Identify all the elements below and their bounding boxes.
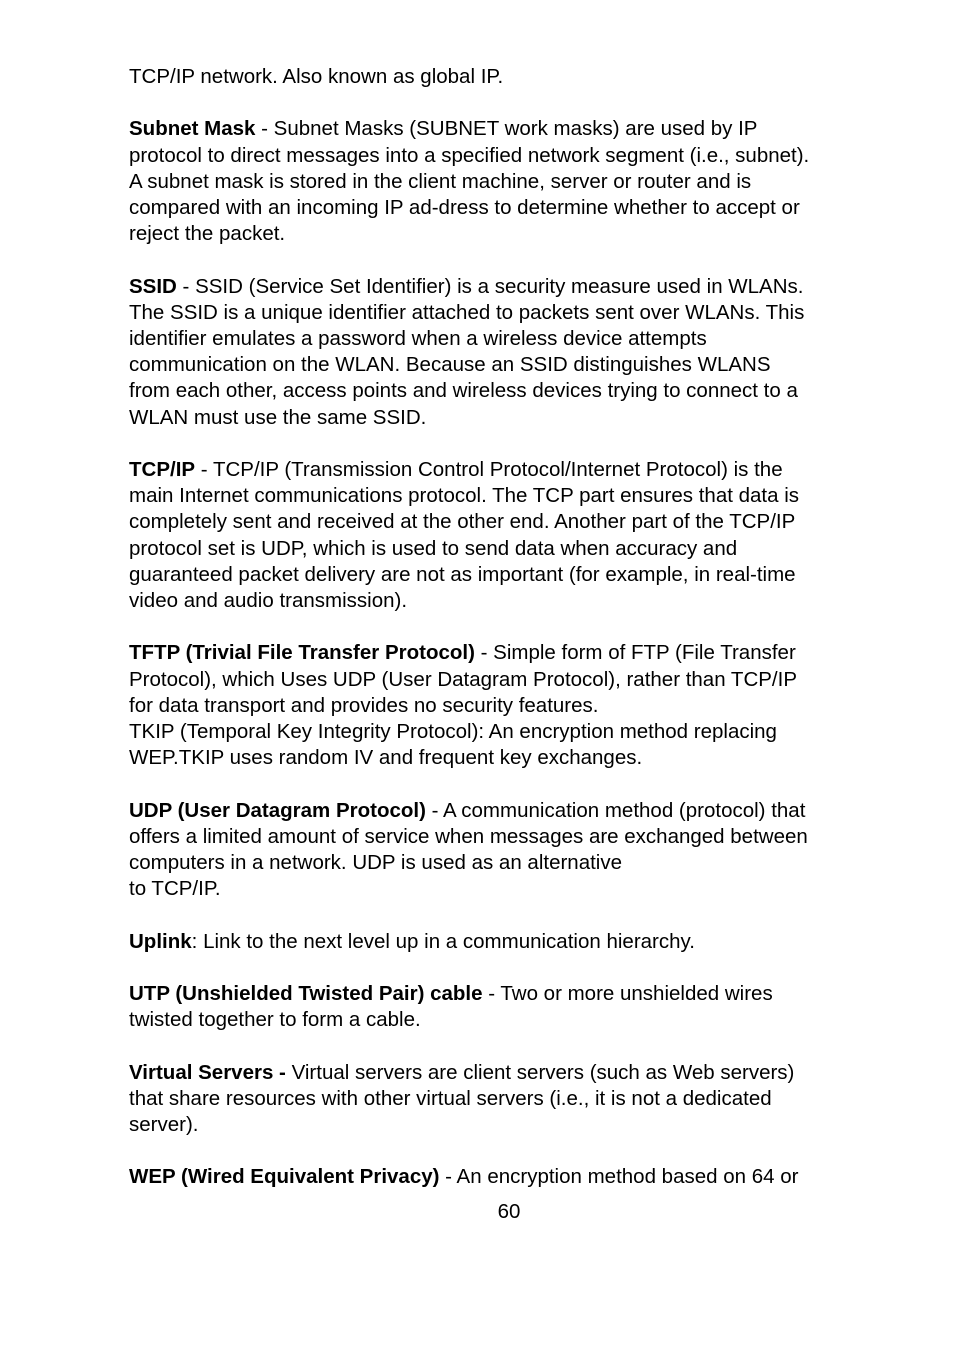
paragraph-gap xyxy=(129,902,889,928)
entry-text: protocol set is UDP, which is used to send data when accuracy and xyxy=(129,536,738,560)
entry-first-line xyxy=(129,1164,889,1190)
entry-text: compared with an incoming IP ad-dress to determine whether to accept or xyxy=(129,196,800,219)
entry-separator: - xyxy=(439,1165,457,1189)
entry-first-line xyxy=(129,274,889,300)
glossary-entry-wep xyxy=(129,1164,889,1190)
entry-text: TCP/IP (Transmission Control Protocol/Internet Protocol) is the xyxy=(212,458,783,481)
entry-text: guaranteed packet delivery are not as important (for example, in real-time xyxy=(129,562,796,586)
glossary-entry-utp-cable xyxy=(129,981,889,1033)
entry-text: video and audio transmission). xyxy=(129,589,408,613)
entry-text: for data transport and provides no security features. xyxy=(129,693,599,717)
glossary-entry-subnet-mask xyxy=(129,116,889,247)
paragraph-gap xyxy=(129,955,889,981)
entry-term: WEP (Wired Equivalent Privacy) xyxy=(129,1165,440,1189)
entry-separator: - xyxy=(195,458,213,481)
entry-text: Simple form of FTP (File Transfer xyxy=(493,641,796,665)
glossary-entry-virtual-servers xyxy=(129,1060,889,1139)
entry-text: Link to the next level up in a communication hierarchy. xyxy=(203,929,695,953)
entry-first-line xyxy=(129,640,889,666)
entry-text: that share resources with other virtual servers (i.e., it is not a dedicated xyxy=(129,1086,772,1110)
entry-text: WLAN must use the same SSID. xyxy=(129,405,427,429)
glossary-entry-uplink xyxy=(129,929,889,955)
intro-continuation: TCP/IP network. Also known as global IP. xyxy=(129,65,504,88)
paragraph-gap xyxy=(129,1138,889,1164)
entry-text: An encryption method based on 64 or xyxy=(456,1165,799,1189)
entry-text: to TCP/IP. xyxy=(129,877,221,901)
entry-text: Two or more unshielded wires xyxy=(500,982,773,1005)
entry-text: Subnet Masks (SUBNET work masks) are used by IP xyxy=(273,117,758,141)
entry-text: A subnet mask is stored in the client machine, server or router and is xyxy=(129,169,752,193)
paragraph-gap xyxy=(129,431,889,457)
entry-term: UDP (User Datagram Protocol) xyxy=(129,798,426,822)
entry-text: from each other, access points and wireless devices trying to connect to a xyxy=(129,379,798,403)
entry-term: TFTP (Trivial File Transfer Protocol) xyxy=(129,641,475,665)
entry-text: The SSID is a unique identifier attached to packets sent over WLANs. This xyxy=(129,300,805,324)
glossary-entry-tftp xyxy=(129,640,889,771)
entry-text: communication on the WLAN. Because an SSID distinguishes WLANS xyxy=(129,353,771,377)
entry-text: reject the packet. xyxy=(129,222,286,246)
entry-separator: - xyxy=(474,641,494,665)
entry-term: Virtual Servers - xyxy=(129,1060,286,1084)
paragraph-gap xyxy=(129,614,889,640)
entry-term: TCP/IP xyxy=(129,458,196,481)
entry-first-line xyxy=(129,981,889,1007)
entry-text: WEP.TKIP uses random IV and frequent key exchanges. xyxy=(129,746,643,770)
entry-text: offers a limited amount of service when messages are exchanged between xyxy=(129,824,808,848)
glossary-entry-tcp-ip xyxy=(129,457,889,614)
paragraph-gap xyxy=(129,771,889,797)
entry-text: TKIP (Temporal Key Integrity Protocol): An encryption method replacing xyxy=(129,720,777,744)
entry-first-line xyxy=(129,116,889,142)
paragraph-gap xyxy=(129,247,889,273)
entry-separator: - xyxy=(176,274,196,298)
entry-separator: - xyxy=(255,117,274,141)
entry-text: server). xyxy=(129,1113,199,1136)
entry-text: Protocol), which Uses UDP (User Datagram Protocol), rather than TCP/IP xyxy=(129,667,798,691)
entry-text: identifier emulates a password when a wireless device attempts xyxy=(129,327,707,350)
entry-first-line xyxy=(129,929,889,955)
glossary-entry-udp xyxy=(129,798,889,903)
entry-text: A communication method (protocol) that xyxy=(443,798,806,822)
entry-term: SSID xyxy=(129,274,177,298)
entry-separator: - xyxy=(482,982,501,1005)
page-number: 60 xyxy=(497,1200,521,1223)
glossary-entry-ssid xyxy=(129,274,889,431)
entry-text: twisted together to form a cable. xyxy=(129,1008,421,1032)
entry-first-line xyxy=(129,798,889,824)
entry-text: Virtual servers are client servers (such as Web servers) xyxy=(291,1060,795,1084)
entry-separator: : xyxy=(191,929,204,953)
entry-text: protocol to direct messages into a specified network segment (i.e., subnet). xyxy=(129,143,810,167)
entry-separator: - xyxy=(425,798,444,822)
entry-term: UTP (Unshielded Twisted Pair) cable xyxy=(129,982,483,1005)
entry-text: computers in a network. UDP is used as an alternative xyxy=(129,851,623,875)
entry-term: Subnet Mask xyxy=(129,117,256,141)
document-body xyxy=(129,64,889,1191)
paragraph-gap xyxy=(129,1033,889,1059)
entry-term: Uplink xyxy=(129,929,192,953)
entry-first-line xyxy=(129,457,889,483)
entry-text: main Internet communications protocol. The TCP part ensures that data is xyxy=(129,484,800,508)
entry-first-line xyxy=(129,1060,889,1086)
entry-text: completely sent and received at the other end. Another part of the TCP/IP xyxy=(129,510,796,534)
paragraph-gap xyxy=(129,90,889,116)
entry-text: SSID (Service Set Identifier) is a security measure used in WLANs. xyxy=(195,274,804,298)
